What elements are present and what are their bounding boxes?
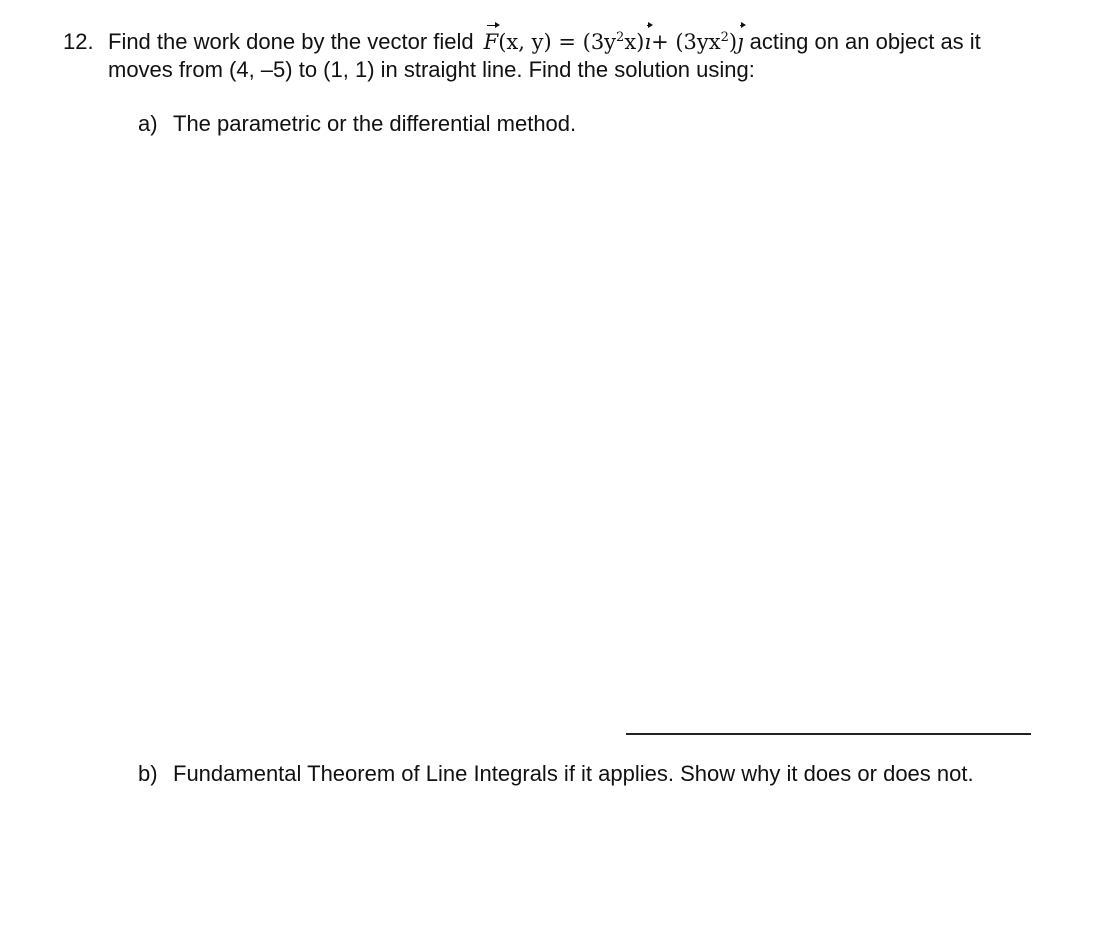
vector-field-formula — [484, 30, 744, 54]
field-mid-1: x) — [624, 30, 645, 54]
problem-after-field: acting on an object as it — [749, 29, 981, 54]
part-a — [138, 110, 576, 138]
problem-intro: Find the work done by the vector field — [108, 29, 474, 54]
field-args: (x, y) = (3y — [498, 30, 617, 54]
part-b-text: Fundamental Theorem of Line Integrals if it applies. Show why it does or does not. — [173, 761, 974, 786]
field-exponent-2: 2 — [720, 30, 729, 45]
vector-F: F — [483, 30, 499, 54]
answer-line — [626, 733, 1031, 735]
part-a-label: a) — [138, 111, 158, 136]
field-mid-2: ) — [728, 30, 738, 54]
problem-statement-line-2: moves from (4, –5) to (1, 1) in straight line. Find the solution using: — [108, 57, 755, 82]
part-b — [138, 760, 974, 788]
unit-vector-i: ı — [644, 30, 652, 54]
field-plus: + (3yx — [651, 30, 721, 54]
part-b-label: b) — [138, 761, 158, 786]
problem-number: 12. — [63, 29, 94, 54]
part-a-text: The parametric or the differential method. — [173, 111, 577, 136]
problem-statement-line-1 — [63, 28, 981, 56]
unit-vector-j: ȷ — [737, 30, 744, 54]
field-exponent-1: 2 — [616, 30, 625, 45]
